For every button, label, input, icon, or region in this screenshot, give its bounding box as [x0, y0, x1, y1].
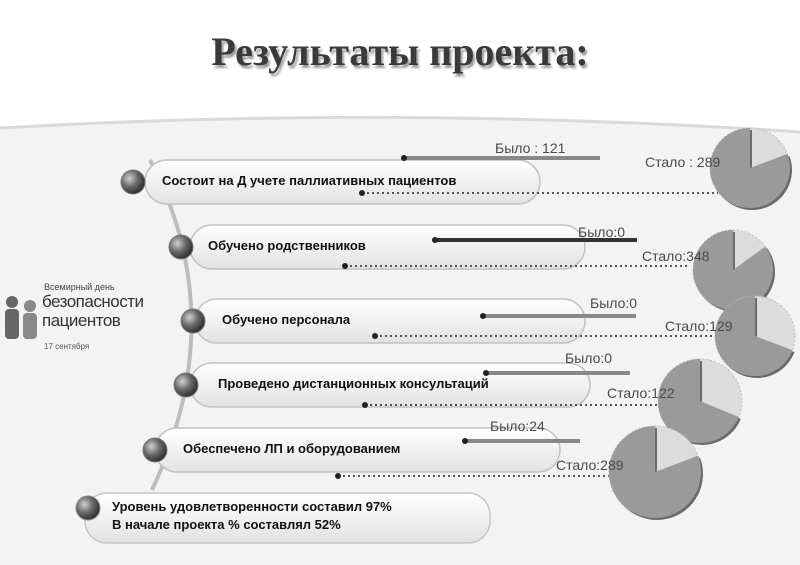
after-value: Стало : 289: [645, 154, 721, 170]
item-bullet: [121, 170, 145, 194]
after-dot: [372, 333, 378, 339]
before-dot: [432, 237, 438, 243]
item-bullet: [174, 373, 198, 397]
after-dot: [335, 473, 341, 479]
before-value: Было : 121: [495, 140, 566, 156]
item-bullet: [181, 309, 205, 333]
item-label: Состоит на Д учете паллиативных пациентов: [162, 173, 457, 188]
satisfaction-line2: В начале проекта % составлял 52%: [112, 517, 341, 532]
after-value: Стало:122: [607, 385, 675, 401]
item-bullet: [143, 438, 167, 462]
after-dot: [362, 402, 368, 408]
page-title: Результаты проекта:: [211, 29, 589, 74]
satisfaction-line1: Уровень удовлетворенности составил 97%: [112, 499, 392, 514]
after-dot: [359, 190, 365, 196]
campaign-logo: [0, 280, 150, 360]
before-value: Было:24: [490, 418, 545, 434]
before-dot: [401, 155, 407, 161]
before-value: Было:0: [578, 224, 626, 240]
item-label: Обучено персонала: [222, 312, 351, 327]
after-value: Стало:129: [665, 318, 733, 334]
logo-line3: пациентов: [42, 311, 121, 330]
logo-line2: безопасности: [42, 292, 144, 311]
after-value: Стало:348: [642, 248, 710, 264]
before-value: Было:0: [590, 295, 638, 311]
people-icon: [0, 288, 42, 358]
logo-line1: Всемирный день: [44, 282, 115, 292]
before-value: Было:0: [565, 350, 613, 366]
after-dot: [342, 263, 348, 269]
item-label: Обеспечено ЛП и оборудованием: [183, 441, 401, 456]
after-value: Стало:289: [556, 457, 624, 473]
satisfaction-bullet: [76, 496, 100, 520]
before-dot: [480, 313, 486, 319]
item-label: Проведено дистанционных консультаций: [218, 376, 489, 391]
item-bullet: [169, 235, 193, 259]
item-label: Обучено родственников: [208, 238, 366, 253]
logo-date: 17 сентября: [44, 342, 90, 351]
before-dot: [462, 438, 468, 444]
